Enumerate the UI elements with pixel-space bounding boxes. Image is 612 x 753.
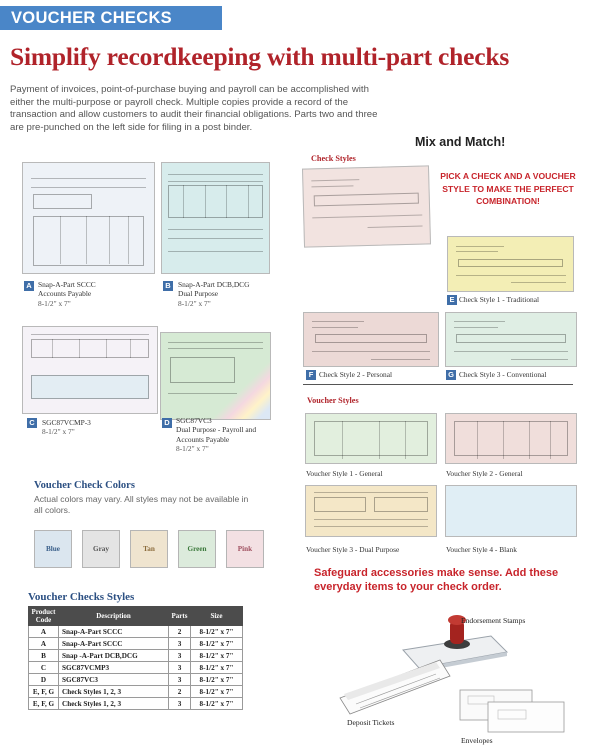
col-parts: Parts	[169, 607, 191, 626]
cell-parts: 3	[169, 650, 191, 662]
check-style-1-image	[447, 236, 574, 292]
color-swatch-label: Pink	[237, 545, 253, 553]
col-size: Size	[191, 607, 243, 626]
product-size-a: 8-1/2" x 7"	[38, 298, 71, 308]
voucher-styles-title: Voucher Styles	[307, 396, 359, 405]
voucher-colors-title: Voucher Check Colors	[34, 480, 135, 491]
voucher-style-3-image	[305, 485, 437, 537]
voucher-colors-note: Actual colors may vary. All styles may not be available in all colors.	[34, 494, 249, 515]
check-style-label-g: Check Style 3 - Conventional	[459, 370, 547, 379]
cell-parts: 3	[169, 698, 191, 710]
page-headline: Simplify recordkeeping with multi-part checks	[10, 42, 510, 71]
check-style-3-image	[445, 312, 577, 367]
col-product-code: Product Code	[29, 607, 59, 626]
color-swatch-gray	[82, 530, 120, 568]
voucher-style-4-image	[445, 485, 577, 537]
cell-description: Snap -A-Part DCB,DCG	[59, 650, 169, 662]
product-size-c: 8-1/2" x 7"	[42, 427, 75, 437]
cell-parts: 2	[169, 626, 191, 638]
voucher-style-3-label: Voucher Style 3 - Dual Purpose	[306, 545, 400, 554]
product-letter-c: C	[27, 418, 37, 428]
styles-table	[28, 606, 243, 710]
product-name-a: Snap-A-Part SCCC	[38, 280, 96, 289]
cell-product-code: E, F, G	[29, 698, 59, 710]
voucher-style-1-label: Voucher Style 1 - General	[306, 469, 383, 478]
cell-description: Snap-A-Part SCCC	[59, 626, 169, 638]
product-sub-a: Accounts Payable	[38, 289, 92, 299]
product-letter-b: B	[163, 281, 173, 291]
check-styles-title: Check Styles	[311, 154, 356, 163]
envelopes-image	[458, 686, 568, 736]
cell-product-code: E, F, G	[29, 686, 59, 698]
table-row	[29, 698, 243, 710]
cell-parts: 3	[169, 662, 191, 674]
product-image-b	[161, 162, 270, 274]
product-name-b: Snap-A-Part DCB,DCG	[178, 280, 250, 289]
safeguard-callout: Safeguard accessories make sense. Add these everyday items to your check order.	[314, 567, 559, 593]
cell-description: Check Styles 1, 2, 3	[59, 698, 169, 710]
check-style-letter-f: F	[306, 370, 316, 380]
styles-table-title: Voucher Checks Styles	[28, 591, 135, 603]
table-row	[29, 626, 243, 638]
cell-description: SGC87VCMP3	[59, 662, 169, 674]
endorsement-stamps-label: Endorsement Stamps	[461, 616, 526, 625]
cell-size: 8-1/2" x 7"	[191, 674, 243, 686]
col-description: Description	[59, 607, 169, 626]
check-style-2-image	[303, 312, 439, 367]
product-sub-d: Dual Purpose - Payroll and Accounts Payable	[176, 425, 257, 444]
check-style-label-e: Check Style 1 - Traditional	[459, 295, 540, 304]
table-row	[29, 686, 243, 698]
cell-product-code: B	[29, 650, 59, 662]
cell-product-code: C	[29, 662, 59, 674]
color-swatch-green	[178, 530, 216, 568]
deposit-tickets-label: Deposit Tickets	[347, 718, 395, 727]
cell-size: 8-1/2" x 7"	[191, 626, 243, 638]
product-size-d: 8-1/2" x 7"	[176, 444, 209, 454]
section-tag	[0, 6, 222, 30]
product-size-b: 8-1/2" x 7"	[178, 298, 211, 308]
product-image-a	[22, 162, 155, 274]
product-caption-c	[42, 418, 91, 437]
cell-description: Snap-A-Part SCCC	[59, 638, 169, 650]
cell-description: Check Styles 1, 2, 3	[59, 686, 169, 698]
deposit-tickets-image	[336, 654, 454, 716]
color-swatch-label: Blue	[46, 545, 60, 553]
table-header-row	[29, 607, 243, 626]
cell-product-code: A	[29, 638, 59, 650]
voucher-style-4-label: Voucher Style 4 - Blank	[446, 545, 517, 554]
voucher-style-2-image	[445, 413, 577, 464]
product-letter-a: A	[24, 281, 34, 291]
table-row	[29, 662, 243, 674]
table-row	[29, 638, 243, 650]
cell-parts: 2	[169, 686, 191, 698]
product-image-d	[160, 332, 271, 420]
cell-parts: 3	[169, 674, 191, 686]
check-style-letter-g: G	[446, 370, 456, 380]
check-style-letter-e: E	[447, 295, 457, 305]
product-name-d: SGC87VC3	[176, 416, 212, 425]
mix-and-match-title: Mix and Match!	[415, 135, 506, 149]
color-swatch-blue	[34, 530, 72, 568]
voucher-style-1-image	[305, 413, 437, 464]
product-caption-a	[38, 280, 96, 308]
cell-size: 8-1/2" x 7"	[191, 662, 243, 674]
color-swatch-label: Green	[187, 545, 207, 553]
check-style-large-image	[302, 165, 431, 247]
color-swatch-label: Gray	[93, 545, 109, 553]
product-name-c: SGC87VCMP-3	[42, 418, 91, 427]
pick-note: PICK A CHECK AND A VOUCHER STYLE TO MAKE THE PERFECT COMBINATION!	[440, 171, 576, 206]
product-sub-b: Dual Purpose	[178, 289, 219, 299]
envelopes-label: Envelopes	[461, 736, 493, 745]
voucher-style-2-label: Voucher Style 2 - General	[446, 469, 523, 478]
product-caption-b	[178, 280, 249, 308]
table-row	[29, 674, 243, 686]
cell-size: 8-1/2" x 7"	[191, 698, 243, 710]
cell-description: SGC87VC3	[59, 674, 169, 686]
color-swatch-pink	[226, 530, 264, 568]
cell-size: 8-1/2" x 7"	[191, 686, 243, 698]
cell-parts: 3	[169, 638, 191, 650]
color-swatch-label: Tan	[143, 545, 155, 553]
cell-size: 8-1/2" x 7"	[191, 650, 243, 662]
intro-paragraph: Payment of invoices, point-of-purchase buying and payroll can be accomplished with either the multi-purpose or payroll check. Multiple copies provide a record of the transaction and allow customers to audit their financial obligations. Parts two and three are pre-punched on the left side for filing in a post binder.	[10, 84, 378, 133]
table-row	[29, 650, 243, 662]
section-tag-label: VOUCHER CHECKS	[11, 9, 172, 27]
cell-product-code: D	[29, 674, 59, 686]
product-image-c	[22, 326, 158, 414]
cell-product-code: A	[29, 626, 59, 638]
color-swatch-tan	[130, 530, 168, 568]
check-style-label-f: Check Style 2 - Personal	[319, 370, 393, 379]
product-caption-d	[176, 416, 280, 454]
cell-size: 8-1/2" x 7"	[191, 638, 243, 650]
product-letter-d: D	[162, 418, 172, 428]
divider	[303, 384, 573, 385]
